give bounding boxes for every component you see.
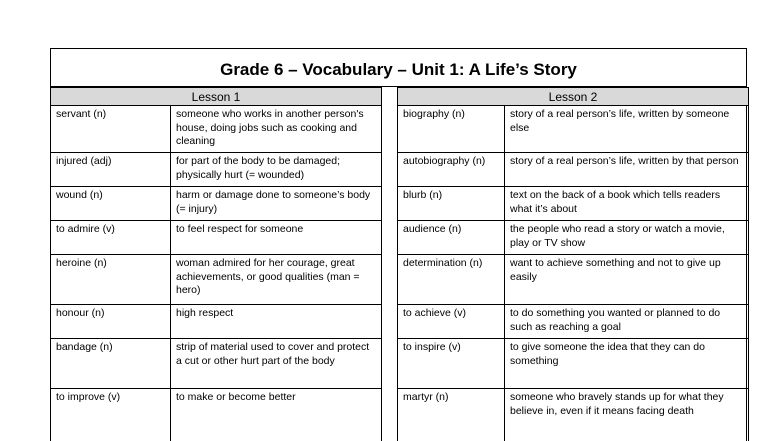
vocab-definition: someone who works in another person's house, doing jobs such as cooking and cleaning: [171, 106, 382, 153]
vocab-definition: strip of material used to cover and protect a cut or other hurt part of the body: [171, 339, 382, 389]
vocab-word: determination (n): [398, 255, 505, 305]
column-gap: [381, 87, 397, 441]
vocab-row: [398, 106, 749, 153]
vocab-definition: the people who read a story or watch a movie, play or TV show: [505, 221, 749, 255]
vocab-definition: someone who bravely stands up for what they believe in, even if it means facing death: [505, 389, 749, 441]
vocab-row: [398, 305, 749, 339]
vocab-definition: harm or damage done to someone’s body (= injury): [171, 187, 382, 221]
vocab-word: to achieve (v): [398, 305, 505, 339]
lesson-2-heading: Lesson 2: [398, 88, 749, 106]
vocab-row: [398, 339, 749, 389]
vocab-row: [398, 255, 749, 305]
vocab-word: servant (n): [51, 106, 171, 153]
vocab-definition: story of a real person’s life, written by someone else: [505, 106, 749, 153]
vocab-word: audience (n): [398, 221, 505, 255]
vocab-row: [51, 389, 382, 441]
lesson-1-heading: Lesson 1: [51, 88, 382, 106]
lessons-container: [51, 87, 746, 441]
vocab-row: [51, 187, 382, 221]
vocab-definition: to give someone the idea that they can do something: [505, 339, 749, 389]
vocab-row: [51, 255, 382, 305]
vocab-word: to admire (v): [51, 221, 171, 255]
vocab-row: [51, 339, 382, 389]
vocab-definition: for part of the body to be damaged; physically hurt (= wounded): [171, 153, 382, 187]
vocab-word: heroine (n): [51, 255, 171, 305]
vocab-word: blurb (n): [398, 187, 505, 221]
vocab-row: [51, 153, 382, 187]
vocab-row: [51, 305, 382, 339]
vocab-definition: to feel respect for someone: [171, 221, 382, 255]
vocab-row: [398, 221, 749, 255]
vocab-word: injured (adj): [51, 153, 171, 187]
vocab-definition: story of a real person’s life, written by that person: [505, 153, 749, 187]
vocab-word: martyr (n): [398, 389, 505, 441]
vocab-definition: to make or become better: [171, 389, 382, 441]
vocab-row: [398, 187, 749, 221]
vocab-word: honour (n): [51, 305, 171, 339]
vocab-word: autobiography (n): [398, 153, 505, 187]
vocab-definition: woman admired for her courage, great achievements, or good qualities (man = hero): [171, 255, 382, 305]
vocab-word: to inspire (v): [398, 339, 505, 389]
vocab-definition: high respect: [171, 305, 382, 339]
vocab-row: [398, 153, 749, 187]
vocab-row: [51, 221, 382, 255]
vocab-row: [51, 106, 382, 153]
page-title: Grade 6 – Vocabulary – Unit 1: A Life’s Story: [51, 49, 746, 87]
vocab-word: wound (n): [51, 187, 171, 221]
vocab-row: [398, 389, 749, 441]
vocab-definition: want to achieve something and not to give up easily: [505, 255, 749, 305]
lesson-2-table: [397, 87, 749, 441]
vocab-definition: text on the back of a book which tells readers what it’s about: [505, 187, 749, 221]
vocab-word: bandage (n): [51, 339, 171, 389]
vocab-word: to improve (v): [51, 389, 171, 441]
vocabulary-sheet: [50, 48, 747, 441]
lesson-1-table: [50, 87, 382, 441]
vocab-word: biography (n): [398, 106, 505, 153]
vocab-definition: to do something you wanted or planned to do such as reaching a goal: [505, 305, 749, 339]
